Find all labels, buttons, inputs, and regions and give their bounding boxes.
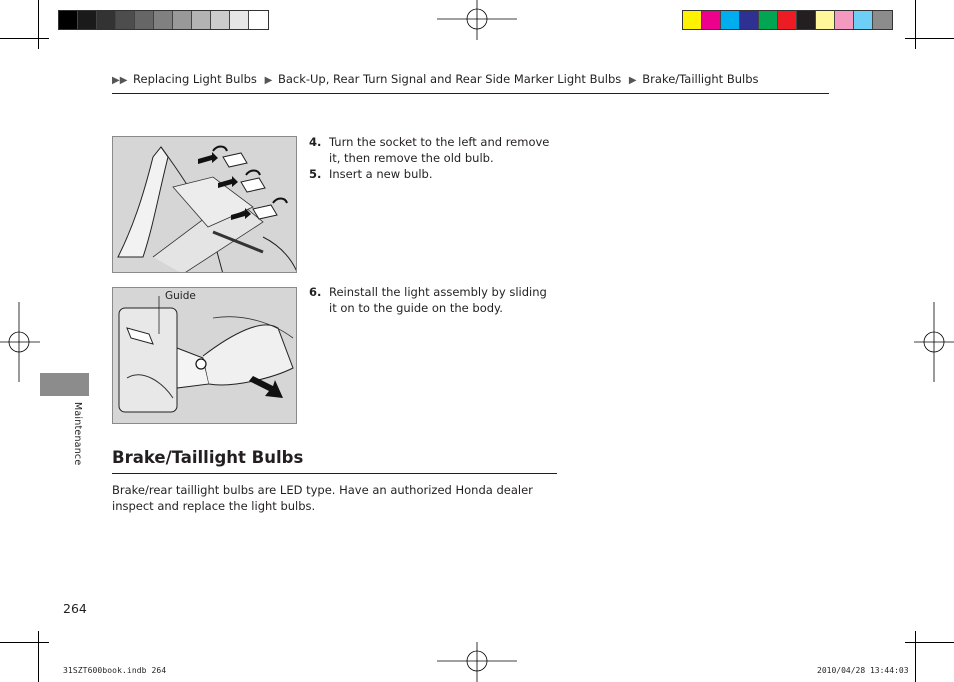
color-swatch xyxy=(721,11,740,29)
color-swatch xyxy=(154,11,173,29)
color-swatch xyxy=(759,11,778,29)
color-swatch xyxy=(873,11,892,29)
breadcrumb-item[interactable]: Replacing Light Bulbs xyxy=(133,72,257,86)
step-item xyxy=(309,284,557,316)
color-swatch xyxy=(740,11,759,29)
steps-socket-removal xyxy=(309,134,557,182)
crop-mark xyxy=(38,631,39,682)
section-heading: Brake/Taillight Bulbs xyxy=(112,448,557,474)
color-swatch xyxy=(835,11,854,29)
step-text: Turn the socket to the left and remove it, then remove the old bulb. xyxy=(329,135,550,165)
crop-mark xyxy=(0,642,49,643)
color-swatch xyxy=(816,11,835,29)
page-number: 264 xyxy=(63,601,87,616)
reinstall-illustration xyxy=(112,287,297,424)
crop-mark xyxy=(38,0,39,49)
step-number: 5. xyxy=(309,167,322,181)
registration-mark-top xyxy=(437,0,517,40)
breadcrumb-arrow-icon: ▶ xyxy=(264,75,273,86)
socket-removal-drawing xyxy=(113,137,297,273)
color-swatch xyxy=(78,11,97,29)
color-swatch xyxy=(778,11,797,29)
print-slug-timestamp: 2010/04/28 13:44:03 xyxy=(817,666,909,675)
color-swatch xyxy=(192,11,211,29)
color-swatch xyxy=(230,11,249,29)
step-text: Reinstall the light assembly by sliding it on to the guide on the body. xyxy=(329,285,547,315)
section-body: Brake/rear taillight bulbs are LED type. Have an authorized Honda dealer inspect and replace the light bulbs. xyxy=(112,483,533,513)
color-swatch xyxy=(173,11,192,29)
color-swatch xyxy=(249,11,268,29)
color-swatch xyxy=(59,11,78,29)
color-swatch xyxy=(797,11,816,29)
socket-removal-illustration xyxy=(112,136,297,273)
step-text: Insert a new bulb. xyxy=(329,167,433,181)
color-swatch xyxy=(683,11,702,29)
crop-mark xyxy=(0,38,49,39)
chapter-tab xyxy=(40,373,89,396)
reinstall-drawing xyxy=(113,288,297,424)
color-swatch xyxy=(702,11,721,29)
print-slug-file: 31SZT600book.indb 264 xyxy=(63,666,167,675)
breadcrumb xyxy=(112,72,829,94)
process-color-bar xyxy=(682,10,893,30)
crop-mark xyxy=(905,38,954,39)
breadcrumb-arrow-icon: ▶▶ xyxy=(112,75,128,86)
crop-mark xyxy=(905,642,954,643)
steps-reinstall xyxy=(309,284,557,316)
chapter-label xyxy=(66,402,96,468)
color-swatch xyxy=(97,11,116,29)
step-number: 6. xyxy=(309,285,322,299)
step-item xyxy=(309,166,557,182)
color-swatch xyxy=(854,11,873,29)
breadcrumb-item[interactable]: Back-Up, Rear Turn Signal and Rear Side Marker Light Bulbs xyxy=(277,72,622,86)
color-swatch xyxy=(211,11,230,29)
breadcrumb-item-current: Brake/Taillight Bulbs xyxy=(642,72,759,86)
crop-mark xyxy=(915,631,916,682)
registration-mark-right xyxy=(914,302,954,382)
step-number: 4. xyxy=(309,135,322,149)
breadcrumb-arrow-icon: ▶ xyxy=(628,75,637,86)
chapter-label-text: Maintenance xyxy=(72,402,83,466)
grayscale-color-bar xyxy=(58,10,269,30)
color-swatch xyxy=(116,11,135,29)
color-swatch xyxy=(135,11,154,29)
step-item xyxy=(309,134,557,166)
registration-mark-bottom xyxy=(437,642,517,682)
guide-callout-label: Guide xyxy=(165,290,196,302)
crop-mark xyxy=(915,0,916,49)
registration-mark-left xyxy=(0,302,40,382)
